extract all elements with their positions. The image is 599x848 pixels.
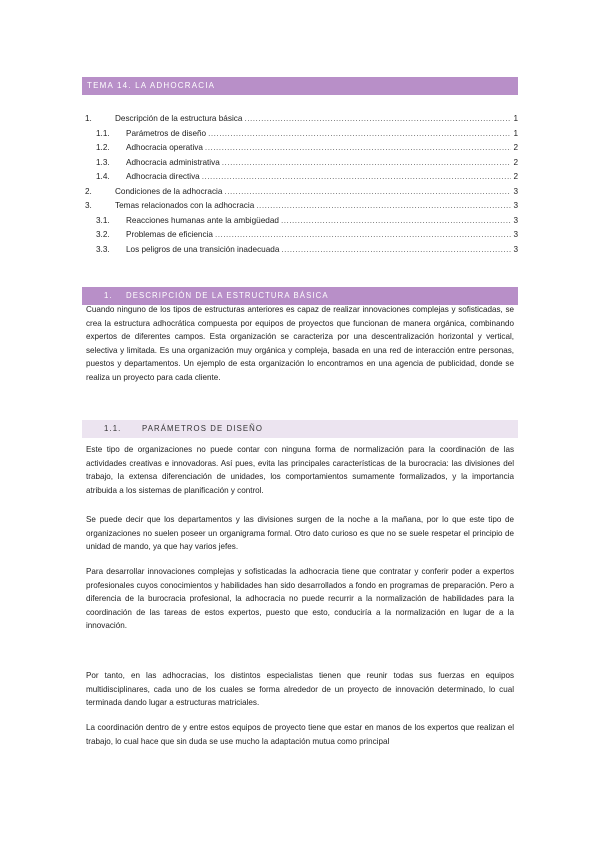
toc-entry[interactable] [82, 230, 518, 245]
toc-entry-label: Temas relacionados con la adhocracia [115, 201, 255, 210]
toc-leader-dots [205, 143, 512, 152]
toc-entry-page: 3 [513, 201, 518, 210]
subsection-number: 1.1. [104, 424, 122, 433]
section-title: DESCRIPCIÓN DE LA ESTRUCTURA BÁSICA [126, 291, 329, 300]
toc-entry-number: 2. [85, 186, 92, 196]
table-of-contents [82, 114, 518, 259]
toc-entry-label: Parámetros de diseño [126, 128, 207, 138]
toc-leader-dots [222, 158, 512, 167]
subsection-heading [82, 420, 518, 438]
toc-entry[interactable] [82, 143, 518, 158]
paragraph-normalization: Este tipo de organizaciones no puede contar con ninguna forma de normalización para la coordinación de las actividades creativas e innovadoras. Así pues, evita las principales características de la burocracia: las divisiones del trabajo, la extensa diferenciación de unidades, los comportamientos sumamente formalizados, y la importancia atribuida a los sistemas de planificación y control. [86, 445, 514, 495]
toc-entry-number: 1.3. [96, 157, 110, 167]
toc-entry-label: Los peligros de una transición inadecuada [126, 244, 280, 254]
paragraph-teams: Por tanto, en las adhocracias, los distintos especialistas tienen que reunir todas sus fuerzas en equipos multidisciplinares, cada uno de los cuales se forma alrededor de un proyecto de innovación determinado, lo cual terminada dando lugar a estructuras matriciales. [86, 671, 514, 708]
toc-entry-label: Adhocracia directiva [126, 172, 200, 181]
toc-entry[interactable] [82, 245, 518, 260]
subsection-title: PARÁMETROS DE DISEÑO [142, 424, 264, 433]
toc-entry[interactable] [82, 187, 518, 202]
toc-entry-page: 2 [513, 172, 518, 181]
paragraph-intro: Cuando ninguno de los tipos de estructuras anteriores es capaz de realizar innovaciones complejas y sofisticadas, se crea la estructura adhocrática compuesta por equipos de proyectos que funcionan de manera orgánica, combinando expertos de diferentes campos. Esta organización se caracteriza por una descentralización horizontal y vertical, selectiva y limitada. Es una organización muy orgánica y compleja, basada en una red de interacción entre personas, puestos y departamentos. Un ejemplo de esta organización lo encontramos en una agencia de publicidad, donde se realiza un proyecto para cada cliente. [86, 305, 514, 382]
toc-leader-dots [208, 129, 511, 138]
toc-entry[interactable] [82, 129, 518, 144]
toc-leader-dots [202, 172, 512, 181]
toc-entry-page: 3 [513, 186, 518, 196]
toc-entry-page: 1 [513, 114, 518, 123]
toc-leader-dots [256, 201, 511, 210]
toc-entry-page: 2 [513, 143, 518, 152]
toc-entry-label: Condiciones de la adhocracia [115, 186, 223, 196]
toc-leader-dots [281, 245, 511, 254]
toc-entry-label: Adhocracia administrativa [126, 157, 220, 167]
paragraph-coordination: La coordinación dentro de y entre estos equipos de proyecto tiene que estar en manos de los expertos que realizan el trabajo, lo cual hace que sin duda se use mucho la adaptación mutua como principal [86, 723, 514, 746]
toc-entry-label: Descripción de la estructura básica [115, 114, 243, 123]
toc-leader-dots [224, 187, 511, 196]
toc-entry-label: Adhocracia operativa [126, 143, 203, 152]
toc-entry[interactable] [82, 216, 518, 231]
toc-entry-page: 3 [513, 215, 518, 225]
toc-leader-dots [281, 216, 512, 225]
toc-entry-number: 3.1. [96, 215, 110, 225]
toc-entry-label: Problemas de eficiencia [126, 230, 213, 239]
toc-entry-page: 3 [513, 244, 518, 254]
toc-entry-label: Reacciones humanas ante la ambigüedad [126, 215, 279, 225]
document-title: TEMA 14. LA ADHOCRACIA [87, 81, 216, 90]
toc-entry-page: 3 [513, 230, 518, 239]
toc-entry-page: 1 [513, 128, 518, 138]
toc-entry[interactable] [82, 158, 518, 173]
toc-entry[interactable] [82, 201, 518, 216]
toc-entry-page: 2 [513, 157, 518, 167]
toc-entry-number: 3.2. [96, 230, 110, 239]
toc-entry-number: 3. [85, 201, 92, 210]
toc-entry[interactable] [82, 114, 518, 129]
toc-entry-number: 1.2. [96, 143, 110, 152]
toc-entry[interactable] [82, 172, 518, 187]
section-number: 1. [104, 291, 113, 300]
toc-entry-number: 1.1. [96, 128, 110, 138]
paragraph-experts: Para desarrollar innovaciones complejas y sofisticadas la adhocracia tiene que contratar y conferir poder a expertos profesionales cuyos conocimientos y habilidades han sido desarrollados a fondo en programas de preparación. Pero a diferencia de la burocracia profesional, la adhocracia no puede recurrir a la normalización de habilidades para la coordinación de las tareas de estos expertos, puesto que esto, conduciría a la normalización en lugar de a la innovación. [86, 567, 514, 631]
toc-leader-dots [215, 230, 512, 239]
paragraph-departments: Se puede decir que los departamentos y las divisiones surgen de la noche a la mañana, por lo que este tipo de organizaciones no suelen poseer un organigrama formal. Otro dato curioso es que no se suele respetar el principio de unidad de mando, ya que hay varios jefes. [86, 515, 514, 552]
toc-leader-dots [244, 114, 511, 123]
toc-entry-number: 3.3. [96, 244, 110, 254]
toc-entry-number: 1. [85, 114, 92, 123]
toc-entry-number: 1.4. [96, 172, 110, 181]
document-title-band [82, 77, 518, 95]
